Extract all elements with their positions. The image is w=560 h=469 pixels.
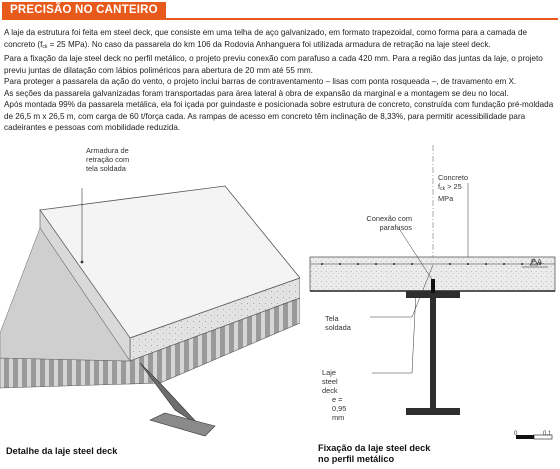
p1-part-a: A laje da estrutura foi feita em steel deck, que consiste em uma telha de aço galvanizado, em formato trapezoidal, como forma para a camada de concreto (f: [4, 28, 527, 49]
section-beam-web: [430, 298, 436, 408]
paragraph-3: Para proteger a passarela da ação do vento, o projeto inclui barras de contraventamento – lisas com ponta rosqueada –, de travamento em X.: [4, 77, 517, 86]
conexao-line-1: Conexão com: [366, 214, 412, 223]
concreto-label: [438, 173, 468, 203]
section-beam-bottom-flange: [406, 408, 460, 415]
section-title: PRECISÃO NO CANTEIRO: [2, 2, 166, 19]
left-figure-labels: [86, 146, 129, 173]
right-caption-line-2: no perfil metálico: [318, 454, 395, 464]
scale-0: 0: [514, 431, 518, 437]
scale-1: 0,1: [543, 431, 552, 437]
paragraph-4: As seções da passarela galvanizadas foram transportadas para área lateral à obra de expansão da marginal e a montagem se deu no local.: [4, 88, 509, 98]
armadura-line-2: retração com: [86, 155, 130, 164]
tela-soldada-label: Tela soldada: [325, 314, 351, 332]
concreto-sub: ck: [440, 186, 446, 192]
steel-deck-isometric-diagram: [0, 158, 300, 438]
p1-subscript: ck: [42, 43, 48, 50]
p1-part-b: = 25 MPa). No caso da passarela do km 106 da Rodovia Anhanguera foi utilizada armadura de retração na laje steel deck.: [47, 39, 491, 49]
section-bolt: [431, 279, 435, 293]
paragraph-1: [4, 27, 556, 53]
concreto-rest: > 25 MPa: [438, 182, 462, 203]
concreto-line-2: [438, 182, 468, 203]
conexao-line-2: parafusos: [379, 223, 412, 232]
right-caption-line-1: Fixação da laje steel deck: [318, 443, 431, 453]
right-figure-caption: [318, 443, 430, 465]
steel-deck-label: [322, 368, 346, 422]
armadura-line-3: tela soldada: [86, 164, 126, 173]
pa-label: P.A.: [531, 257, 545, 266]
paragraph-2: Para a fixação da laje steel deck no perfil metálico, o projeto previu conexão com parafuso a cada 420 mm. Para a região das juntas da laje, o projeto previu juntas de dilatação com lábios poliméricos para abertura de 20 mm até 55 mm.: [4, 54, 543, 75]
section-header: [2, 2, 558, 19]
armadura-line-1: Armadura de: [86, 146, 129, 155]
concreto-line-1: Concreto: [438, 173, 468, 182]
conexao-label: [352, 214, 412, 232]
paragraph-5: Após montada 99% da passarela metálica, ela foi içada por guindaste e posicionada sobre estrutura de concreto, construída com fundação pré-moldada de 26,5 m x 26,5 m, com carga de 60 t/força cada. As rampas de acesso em concreto têm inclinação de 8,33%, para permitir acessibilidade para cadeirantes e pessoas com mobilidade reduzida.: [4, 100, 554, 132]
steel-beam-flange: [150, 413, 215, 436]
concreto-f: f: [438, 182, 441, 191]
left-figure-caption: Detalhe da laje steel deck: [6, 446, 118, 456]
deck-line-1: Laje steel deck: [322, 368, 338, 395]
deck-line-2: e = 0,95 mm: [332, 395, 347, 422]
article-text: [4, 27, 556, 134]
